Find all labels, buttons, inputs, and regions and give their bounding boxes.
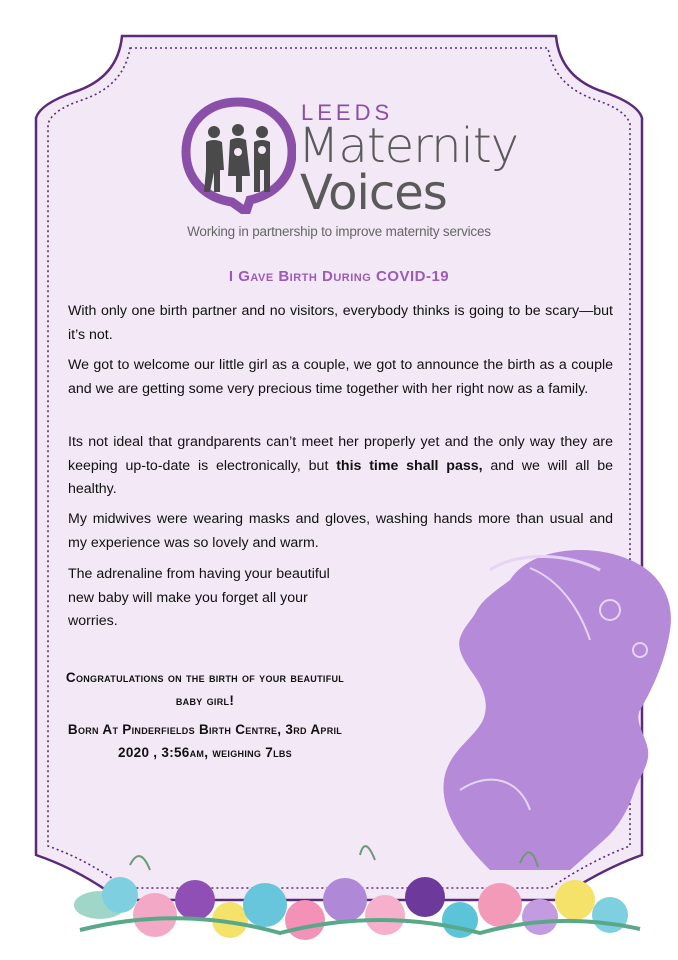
story-paragraph-1: With only one birth partner and no visitors, everybody thinks is going to be scary—but it’s not. bbox=[68, 303, 613, 343]
logo-tagline: Working in partnership to improve maternity services bbox=[187, 224, 491, 239]
logo-maternity: Maternity bbox=[298, 118, 519, 174]
logo-leeds: LEEDS bbox=[301, 100, 394, 125]
logo-voices: Voices bbox=[300, 165, 447, 221]
p3-text-start: Its not ideal that grandparents can’t meet her properly yet and the only way they are keeping up-to-date is electronically, but bbox=[68, 434, 613, 474]
family-figures-icon bbox=[204, 124, 270, 192]
p3-text-end: and we will all be healthy. bbox=[68, 457, 613, 497]
pregnant-woman-silhouette-icon bbox=[420, 540, 678, 870]
story-paragraph-4: My midwives were wearing masks and gloves, washing hands more than usual and my experience was so lovely and warm. bbox=[68, 511, 613, 551]
story-paragraph-3 bbox=[68, 431, 613, 502]
story-paragraph-2: We got to welcome our little girl as a couple, we got to announce the birth as a couple and we are getting some very precious time together with her right now as a family. bbox=[68, 357, 613, 397]
floral-decoration-icon bbox=[60, 825, 650, 955]
congratulations-message: Congratulations on the birth of your beautiful baby girl! bbox=[65, 670, 345, 708]
birth-details: Born At Pinderfields Birth Centre, 3rd April 2020 , 3:56am, weighing 7lbs bbox=[67, 722, 343, 760]
story-paragraph-5: The adrenaline from having your beautiful new baby will make you forget all your worries. bbox=[68, 566, 330, 629]
logo-speech-bubble-icon bbox=[180, 94, 296, 214]
story-heading: I Gave Birth During COVID-19 bbox=[228, 268, 450, 285]
p3-bold-text: this time shall pass, bbox=[336, 457, 483, 474]
